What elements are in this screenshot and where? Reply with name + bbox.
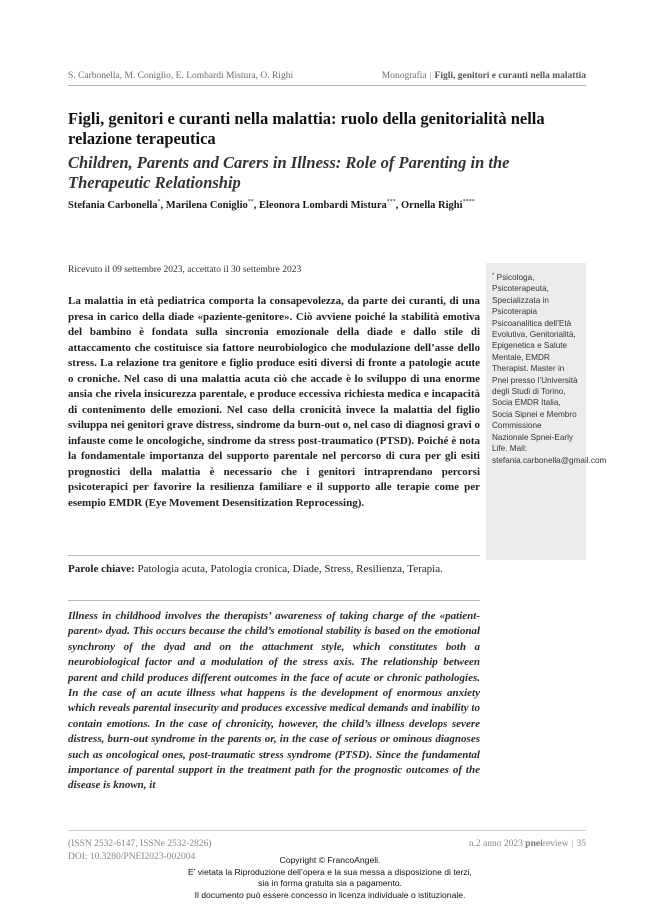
author-footnote-mark[interactable]: **** — [462, 199, 475, 205]
header-right — [382, 71, 586, 81]
author-separator: , — [395, 200, 402, 211]
copyright-notice — [120, 855, 540, 901]
journal-name-rest: review — [542, 839, 569, 849]
author-separator: , — [160, 200, 166, 211]
keywords-block — [68, 562, 480, 577]
footer-issn: (ISSN 2532-6147, ISSNe 2532-2826) — [68, 839, 212, 849]
header-separator: | — [429, 71, 432, 81]
footnote-text: Psicologa, Psicoterapeuta, Specializzata in Psicoterapia Psicoanalitica dell’Età Evolutiva, Genitorialità, Epigenetica e Salute Mentale, EMDR Therapist. Master in Pnei presso l’Università degli Studi di Torino, Socia EMDR Italia, Socia Sipnei e Membro Commissione Nazionale Spnei-Early Life. Mail: stefania.carbonella@gmail.com — [492, 273, 607, 465]
abstract-italian: La malattia in età pediatrica comporta la consapevolezza, da parte dei curanti, di una presa in carico della diade «paziente-genitore». Ciò avviene poiché la stabilità emotiva del bambino è fondata sulla sincronia emozionale della diade e dallo stile di attaccamento che costituisce sia fattore neurobiologico che modulazione dell’asse dello stress. La relazione tra genitore e figlio produce esiti diversi di fronte a patologie acute o croniche. Nel caso di una malattia acuta ciò che accade è lo sviluppo di una enorme ansia che rivela insicurezza parentale, e produce eccessiva richiesta medica e incapacità di contenimento delle emozioni. Nel caso della cronicità invece la malattia del figlio sviluppa nei genitori grave distress, sindrome da burn-out o, nel caso di diagnosi gravi o infauste come le oncologiche, sindrome da stress post-traumatico (PTSD). Poiché è nota la fondamentale importanza del supporto parentale nel percorso di cura per gli esiti prognostici della malattia è necessario che i genitori intraprendano percorsi psicoterapici per favorire la resilienza familiare e il supporto alle terapie come per esempio EMDR (Eye Movement Desensitization Reprocessing). — [68, 295, 480, 509]
author-footnote-mark[interactable]: *** — [386, 199, 396, 205]
author-name: Ornella Righi — [401, 200, 463, 211]
header-section: Monografia — [381, 71, 427, 81]
author-footnote — [492, 271, 607, 466]
received-date: Ricevuto il 09 settembre 2023, accettato il 30 settembre 2023 — [68, 265, 302, 275]
copyright-line: Il documento può essere concesso in licenza individuale o istituzionale. — [194, 889, 466, 900]
article-title-english: Children, Parents and Carers in Illness: Role of Parenting in the Therapeutic Relationship — [68, 153, 510, 192]
copyright-line: E’ vietata la Riproduzione dell’opera e la sua messa a disposizione di terzi, — [188, 866, 472, 877]
author-name: Marilena Coniglio — [165, 200, 248, 211]
author-separator: , — [253, 200, 260, 211]
page-number: 35 — [576, 839, 586, 849]
footnote-mark: * — [492, 273, 495, 279]
header-article-title: Figli, genitori e curanti nella malattia — [434, 71, 586, 81]
header-divider — [68, 85, 586, 86]
footer-divider — [68, 830, 586, 831]
author-name: Eleonora Lombardi Mistura — [259, 200, 387, 211]
copyright-line: sia in forma gratuita sia a pagamento. — [258, 878, 402, 889]
author-name: Stefania Carbonella — [68, 200, 158, 211]
footer-issue — [469, 839, 586, 849]
author-footnote-mark[interactable]: * — [157, 199, 161, 205]
author-footnote-mark[interactable]: ** — [247, 199, 254, 205]
article-title-italian: Figli, genitori e curanti nella malattia: ruolo della genitorialità nella relazione terapeutica — [68, 109, 545, 148]
footer-doi[interactable]: DOI: 10.3280/PNEI2023-002004 — [68, 852, 196, 862]
keywords-label: Parole chiave: — [68, 563, 135, 575]
header-authors: S. Carbonella, M. Coniglio, E. Lombardi Mistura, O. Righi — [68, 71, 294, 81]
keywords-bottom-rule — [68, 600, 480, 601]
issue-number: n.2 anno 2023 — [468, 839, 523, 849]
keywords-top-rule — [68, 555, 480, 556]
keywords-text: Patologia acuta, Patologia cronica, Diade, Stress, Resilienza, Terapia. — [137, 563, 443, 575]
footer-separator: | — [571, 839, 574, 849]
abstract-english: Illness in childhood involves the therapists’ awareness of taking charge of the «patient-parent» dyad. This occurs because the child’s emotional stability is based on the emotional synchrony of the dyad and on the attachment style, which constitutes both a neurobiological factor and a modulation of the stress axis. The relationship between parent and child produces different outcomes in the face of acute or chronic pathologies. In the case of an acute illness what happens is the development of enormous anxiety which reveals parental insecurity and produces excessive medical demands and inability to contain emotions. In the case of chronicity, however, the child’s illness develops severe distress, burn-out syndrome in the parents or, in the case of serious or ominous diagnoses such as oncological ones, post-traumatic stress syndrome (PTSD). Since the fundamental importance of parental support in the treatment path for the prognostic outcomes of the disease is known, it — [68, 610, 480, 792]
author-list — [68, 199, 588, 211]
copyright-line: Copyright © FrancoAngeli. — [279, 855, 381, 865]
journal-name-bold: pnei — [525, 839, 543, 849]
